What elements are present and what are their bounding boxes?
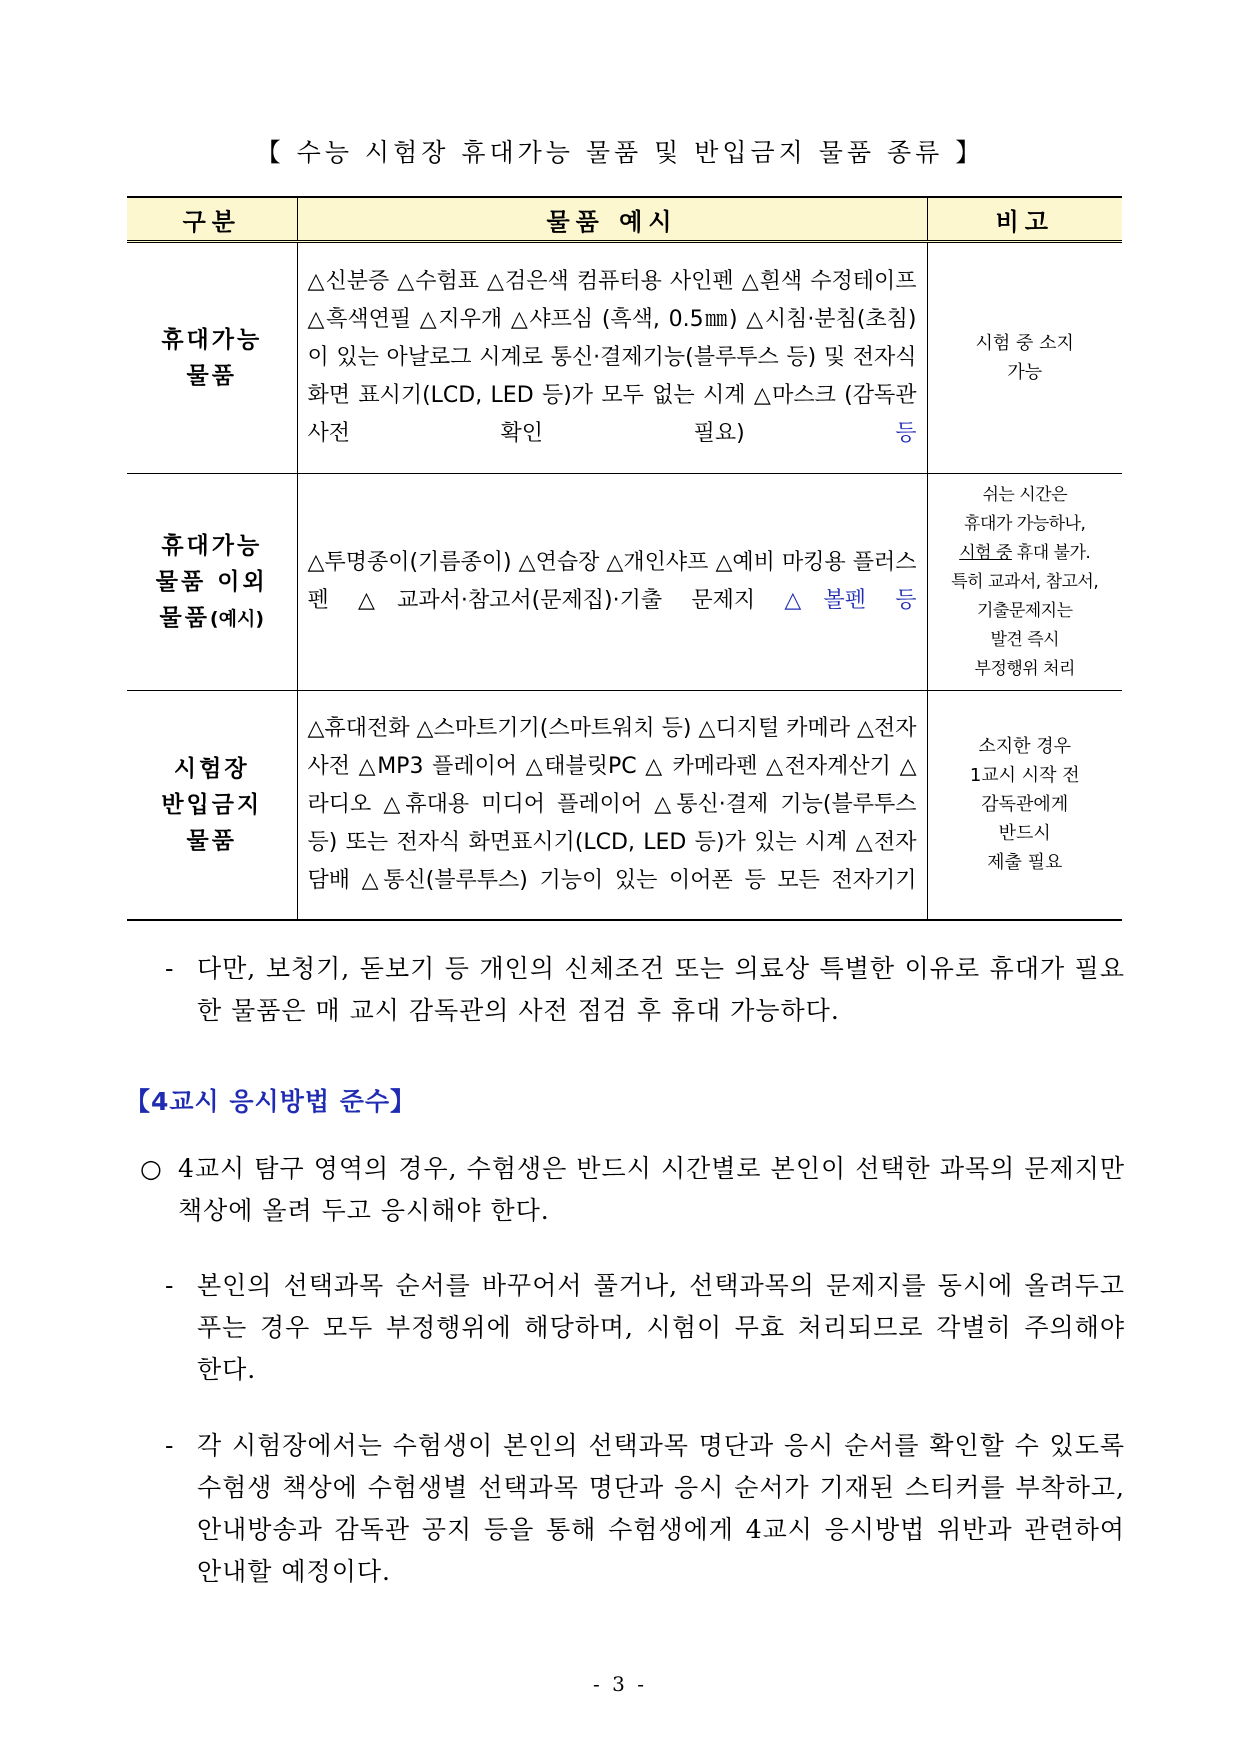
example-cell: △신분증 △수험표 △검은색 컴퓨터용 사인펜 △흰색 수정테이프 △흑색연필 △지우개 △샤프심 (흑색, 0.5㎜) △시침·분침(초침)이 있는 아날로그 시계로 통신·결제기능(블루투스 등) 및 전자식 화면 표시기(LCD, LED 등)가 모두 없는 시계 △마스크 (감독관 사전 확인 필요) 등 <box>297 242 927 474</box>
note-cell: 쉬는 시간은 휴대가 가능하나, 시험 중 휴대 불가. 특히 교과서, 참고서, 기출문제지는 발견 즉시 부정행위 처리 <box>927 474 1122 691</box>
paragraph-main: ○ 4교시 탐구 영역의 경우, 수험생은 반드시 시간별로 본인이 선택한 과목의 문제지만 책상에 올려 두고 응시해야 한다. <box>140 1148 1125 1232</box>
category-cell: 휴대가능 물품 이외 물품(예시) <box>127 474 297 691</box>
table-row <box>127 474 1122 691</box>
dash-marker: - <box>165 1431 175 1460</box>
note-cell: 시험 중 소지 가능 <box>927 242 1122 474</box>
header-note: 비고 <box>927 197 1122 242</box>
circle-marker: ○ <box>140 1154 163 1183</box>
dash-marker: - <box>165 954 175 983</box>
example-cell: △투명종이(기름종이) △연습장 △개인샤프 △예비 마킹용 플러스펜 △교과서·참고서(문제집)·기출 문제지 △볼펜 등 <box>297 474 927 691</box>
table-row <box>127 691 1122 920</box>
table-row <box>127 242 1122 474</box>
document-title: 【 수능 시험장 휴대가능 물품 및 반입금지 물품 종류 】 <box>255 138 985 167</box>
page-number: - 3 - <box>593 1672 647 1696</box>
category-cell: 휴대가능 물품 <box>127 242 297 474</box>
section-heading: 【4교시 응시방법 준수】 <box>125 1087 417 1116</box>
category-cell: 시험장 반입금지 물품 <box>127 691 297 920</box>
header-category: 구분 <box>127 197 297 242</box>
dash-marker: - <box>165 1271 175 1300</box>
paragraph-sub-2: - 각 시험장에서는 수험생이 본인의 선택과목 명단과 응시 순서를 확인할 수 있도록 수험생 책상에 수험생별 선택과목 명단과 응시 순서가 기재된 스티커를 부착하고, 안내방송과 감독관 공지 등을 통해 수험생에게 4교시 응시방법 위반과 관련하여 안내할 예정이다. <box>165 1425 1125 1593</box>
items-table <box>127 196 1122 921</box>
note-cell: 소지한 경우 1교시 시작 전 감독관에게 반드시 제출 필요 <box>927 691 1122 920</box>
example-suffix: 등 <box>744 421 917 446</box>
example-cell: △휴대전화 △스마트기기(스마트워치 등) △디지털 카메라 △전자사전 △MP3 플레이어 △태블릿PC △ 카메라펜 △전자계산기 △라디오 △휴대용 미디어 플레이어 △통신·결제 기능(블루투스 등) 또는 전자식 화면표시기(LCD, LED 등)가 있는 시계 △전자담배 △통신(블루투스) 기능이 있는 이어폰 등 모든 전자기기 <box>297 691 927 920</box>
example-suffix: △볼펜 등 <box>755 588 917 613</box>
paragraph-note: - 다만, 보청기, 돋보기 등 개인의 신체조건 또는 의료상 특별한 이유로 휴대가 필요한 물품은 매 교시 감독관의 사전 점검 후 휴대 가능하다. <box>165 948 1125 1032</box>
header-example: 물품 예시 <box>297 197 927 242</box>
paragraph-sub-1: - 본인의 선택과목 순서를 바꾸어서 풀거나, 선택과목의 문제지를 동시에 올려두고 푸는 경우 모두 부정행위에 해당하며, 시험이 무효 처리되므로 각별히 주의해야 한다. <box>165 1265 1125 1391</box>
table-header-row <box>127 197 1122 242</box>
